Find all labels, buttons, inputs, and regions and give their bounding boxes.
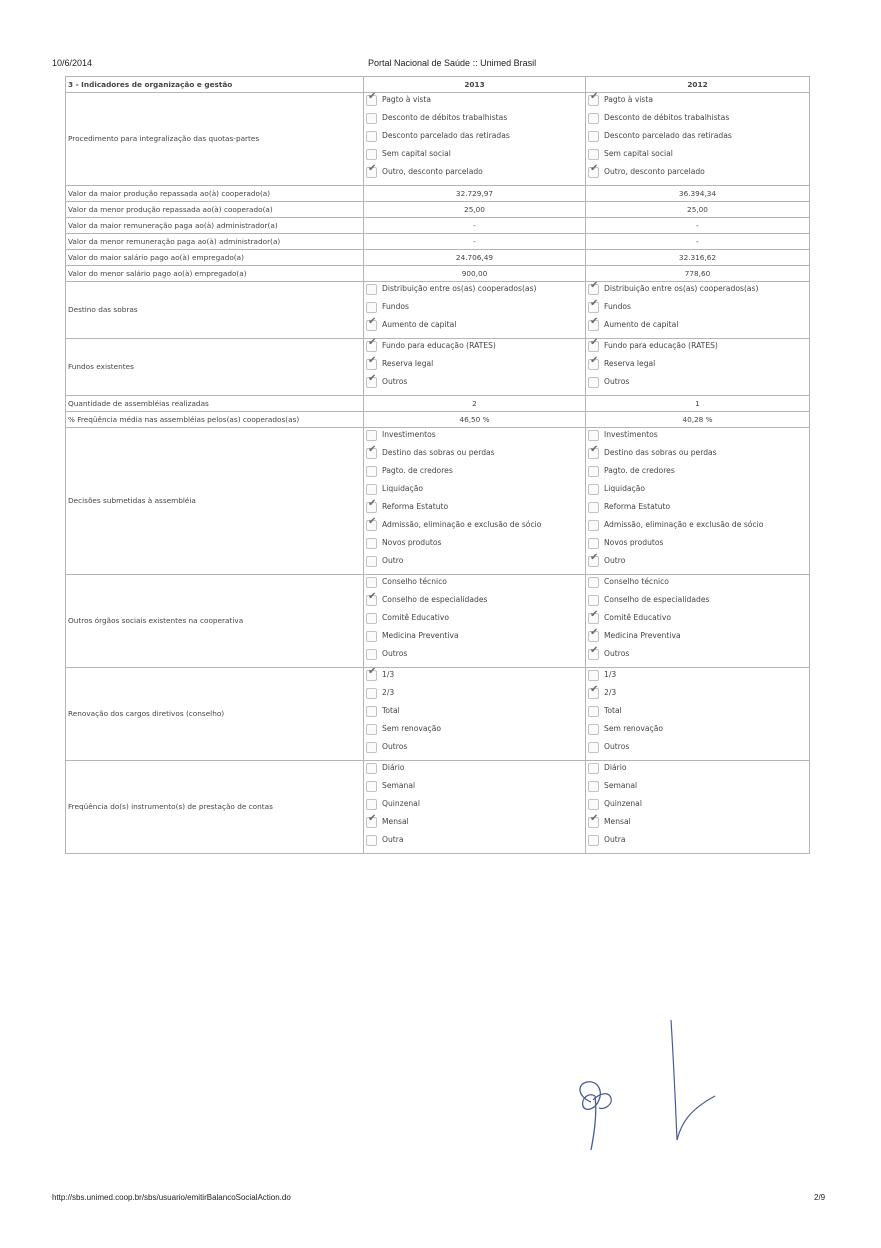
value-2013: 32.729,97 <box>364 186 586 202</box>
unchecked-checkbox-icon[interactable] <box>588 502 599 513</box>
checkbox-option <box>588 320 807 338</box>
value-2012: - <box>586 234 810 250</box>
unchecked-checkbox-icon[interactable] <box>588 466 599 477</box>
indicators-table <box>65 76 810 854</box>
row-label: Valor da menor remuneração paga ao(à) administrador(a) <box>66 234 364 250</box>
checkbox-label: Outros <box>382 742 408 751</box>
table-row <box>66 218 810 234</box>
checked-checkbox-icon[interactable] <box>366 595 377 606</box>
checkbox-label: Semanal <box>604 781 638 790</box>
checkbox-option <box>366 556 583 574</box>
unchecked-checkbox-icon[interactable] <box>588 742 599 753</box>
checkbox-label: Sem renovação <box>604 724 664 733</box>
value-2013: 46,50 % <box>364 412 586 428</box>
checked-checkbox-icon[interactable] <box>366 167 377 178</box>
checkbox-label: Destino das sobras ou perdas <box>604 448 717 457</box>
checkbox-group-2012 <box>586 761 810 854</box>
checkbox-option <box>366 631 583 649</box>
unchecked-checkbox-icon[interactable] <box>588 763 599 774</box>
checkbox-label: Destino das sobras ou perdas <box>382 448 495 457</box>
row-label: Freqüência do(s) instrumento(s) de prestação de contas <box>66 761 364 854</box>
checkbox-label: Outros <box>604 377 630 386</box>
checkbox-label: Reforma Estatuto <box>382 502 449 511</box>
checkbox-option <box>588 631 807 649</box>
checkbox-option <box>366 149 583 167</box>
checkbox-label: Aumento de capital <box>604 320 679 329</box>
checked-checkbox-icon[interactable] <box>588 341 599 352</box>
unchecked-checkbox-icon[interactable] <box>588 430 599 441</box>
unchecked-checkbox-icon[interactable] <box>588 113 599 124</box>
unchecked-checkbox-icon[interactable] <box>588 781 599 792</box>
table-row <box>66 668 810 761</box>
checkbox-label: Desconto parcelado das retiradas <box>604 131 732 140</box>
row-label: Valor da maior produção repassada ao(à) cooperado(a) <box>66 186 364 202</box>
checkbox-option <box>366 817 583 835</box>
table-row <box>66 428 810 575</box>
checkbox-group-2012 <box>586 93 810 186</box>
checkbox-option <box>588 688 807 706</box>
unchecked-checkbox-icon[interactable] <box>366 649 377 660</box>
checkbox-label: Quinzenal <box>604 799 642 808</box>
unchecked-checkbox-icon[interactable] <box>588 149 599 160</box>
checkbox-label: 1/3 <box>382 670 395 679</box>
checkbox-option <box>588 377 807 395</box>
checkbox-label: Outra <box>382 835 404 844</box>
checkbox-option <box>366 613 583 631</box>
checkbox-group-2013 <box>364 93 586 186</box>
checked-checkbox-icon[interactable] <box>588 448 599 459</box>
row-label: Renovação dos cargos diretivos (conselho) <box>66 668 364 761</box>
value-2013: 25,00 <box>364 202 586 218</box>
checkbox-option <box>366 502 583 520</box>
checkbox-label: Desconto parcelado das retiradas <box>382 131 510 140</box>
checkbox-option <box>366 724 583 742</box>
checkbox-group-2012 <box>586 575 810 668</box>
unchecked-checkbox-icon[interactable] <box>588 835 599 846</box>
checkbox-label: Desconto de débitos trabalhistas <box>604 113 730 122</box>
checkbox-label: Liquidação <box>382 484 424 493</box>
table-row <box>66 234 810 250</box>
value-2012: - <box>586 218 810 234</box>
handwritten-signature <box>565 1012 745 1162</box>
checkbox-label: Outro <box>382 556 404 565</box>
value-2012: 32.316,62 <box>586 250 810 266</box>
checkbox-label: Outros <box>604 649 630 658</box>
table-row <box>66 412 810 428</box>
table-row <box>66 186 810 202</box>
checked-checkbox-icon[interactable] <box>366 95 377 106</box>
checkbox-option <box>588 817 807 835</box>
unchecked-checkbox-icon[interactable] <box>366 835 377 846</box>
checkbox-option <box>366 282 583 302</box>
checkbox-label: Pagto. de credores <box>604 466 675 475</box>
value-2012: 25,00 <box>586 202 810 218</box>
row-label: Valor do maior salário pago ao(à) empregado(a) <box>66 250 364 266</box>
checkbox-option <box>366 538 583 556</box>
checkbox-label: Medicina Preventiva <box>382 631 459 640</box>
checked-checkbox-icon[interactable] <box>366 377 377 388</box>
checked-checkbox-icon[interactable] <box>588 649 599 660</box>
checkbox-option <box>366 339 583 359</box>
page-header-title: Portal Nacional de Saúde :: Unimed Brasil <box>368 58 537 68</box>
checkbox-group-2013 <box>364 428 586 575</box>
unchecked-checkbox-icon[interactable] <box>588 799 599 810</box>
checkbox-label: 2/3 <box>604 688 617 697</box>
checkbox-label: Outros <box>604 742 630 751</box>
unchecked-checkbox-icon[interactable] <box>366 799 377 810</box>
checkbox-option <box>366 359 583 377</box>
checkbox-label: Fundos <box>604 302 632 311</box>
checkbox-option <box>366 742 583 760</box>
value-2013: - <box>364 234 586 250</box>
checkbox-option <box>366 520 583 538</box>
value-2013: 900,00 <box>364 266 586 282</box>
table-row <box>66 250 810 266</box>
checkbox-label: 2/3 <box>382 688 395 697</box>
unchecked-checkbox-icon[interactable] <box>366 466 377 477</box>
checked-checkbox-icon[interactable] <box>588 631 599 642</box>
checked-checkbox-icon[interactable] <box>366 320 377 331</box>
unchecked-checkbox-icon[interactable] <box>366 556 377 567</box>
row-label: Valor da maior remuneração paga ao(à) administrador(a) <box>66 218 364 234</box>
table-row <box>66 339 810 396</box>
checkbox-option <box>588 613 807 631</box>
value-2013: 24.706,49 <box>364 250 586 266</box>
checked-checkbox-icon[interactable] <box>366 359 377 370</box>
checkbox-label: Mensal <box>604 817 631 826</box>
row-label: Outros órgãos sociais existentes na cooperativa <box>66 575 364 668</box>
value-2013: 2 <box>364 396 586 412</box>
checked-checkbox-icon[interactable] <box>588 556 599 567</box>
value-2012: 1 <box>586 396 810 412</box>
checkbox-option <box>588 724 807 742</box>
checkbox-label: Comitê Educativo <box>382 613 450 622</box>
checkbox-option <box>366 649 583 667</box>
checkbox-option <box>366 448 583 466</box>
checkbox-label: Total <box>604 706 622 715</box>
checkbox-option <box>366 668 583 688</box>
checkbox-option <box>588 282 807 302</box>
section-title: 3 - Indicadores de organização e gestão <box>66 77 364 93</box>
checkbox-label: Investimentos <box>604 430 658 439</box>
checkbox-label: Pagto. de credores <box>382 466 453 475</box>
value-2012: 40,28 % <box>586 412 810 428</box>
checkbox-option <box>588 113 807 131</box>
checkbox-option <box>366 688 583 706</box>
checkbox-option <box>588 520 807 538</box>
checked-checkbox-icon[interactable] <box>366 520 377 531</box>
unchecked-checkbox-icon[interactable] <box>366 131 377 142</box>
row-label: Procedimento para integralização das quotas-partes <box>66 93 364 186</box>
checkbox-label: Total <box>382 706 400 715</box>
checked-checkbox-icon[interactable] <box>588 688 599 699</box>
unchecked-checkbox-icon[interactable] <box>366 631 377 642</box>
checkbox-label: Distribuição entre os(as) cooperados(as) <box>382 284 537 293</box>
checkbox-group-2012 <box>586 339 810 396</box>
row-label: Destino das sobras <box>66 282 364 339</box>
checkbox-option <box>366 575 583 595</box>
checkbox-label: Semanal <box>382 781 416 790</box>
checkbox-group-2013 <box>364 761 586 854</box>
checkbox-option <box>366 131 583 149</box>
table-row <box>66 575 810 668</box>
checkbox-option <box>366 320 583 338</box>
checkbox-label: Aumento de capital <box>382 320 457 329</box>
checkbox-label: Fundo para educação (RATES) <box>382 341 496 350</box>
checkbox-label: Outro, desconto parcelado <box>604 167 705 176</box>
row-label: Fundos existentes <box>66 339 364 396</box>
unchecked-checkbox-icon[interactable] <box>366 113 377 124</box>
checkbox-label: Sem capital social <box>604 149 673 158</box>
unchecked-checkbox-icon[interactable] <box>588 577 599 588</box>
unchecked-checkbox-icon[interactable] <box>366 302 377 313</box>
checkbox-option <box>588 149 807 167</box>
checkbox-label: 1/3 <box>604 670 617 679</box>
checkbox-option <box>588 466 807 484</box>
checkbox-option <box>366 799 583 817</box>
checkbox-option <box>588 835 807 853</box>
row-label: Valor da menor produção repassada ao(à) cooperado(a) <box>66 202 364 218</box>
checkbox-label: Outros <box>382 649 408 658</box>
checkbox-group-2013 <box>364 668 586 761</box>
checked-checkbox-icon[interactable] <box>366 448 377 459</box>
page-url: http://sbs.unimed.coop.br/sbs/usuario/emitirBalancoSocialAction.do <box>52 1193 291 1202</box>
unchecked-checkbox-icon[interactable] <box>366 538 377 549</box>
checkbox-option <box>366 466 583 484</box>
checked-checkbox-icon[interactable] <box>366 817 377 828</box>
checked-checkbox-icon[interactable] <box>588 359 599 370</box>
checkbox-group-2012 <box>586 282 810 339</box>
unchecked-checkbox-icon[interactable] <box>588 538 599 549</box>
checkbox-label: Diário <box>382 763 405 772</box>
checkbox-option <box>588 484 807 502</box>
checkbox-label: Pagto à vista <box>604 95 654 104</box>
checkbox-option <box>588 167 807 185</box>
checked-checkbox-icon[interactable] <box>588 613 599 624</box>
checkbox-label: Admissão, eliminação e exclusão de sócio <box>382 520 542 529</box>
checked-checkbox-icon[interactable] <box>588 284 599 295</box>
checked-checkbox-icon[interactable] <box>366 341 377 352</box>
value-2012: 778,60 <box>586 266 810 282</box>
value-2013: - <box>364 218 586 234</box>
checkbox-option <box>588 502 807 520</box>
checkbox-label: Comitê Educativo <box>604 613 672 622</box>
checkbox-label: Sem renovação <box>382 724 442 733</box>
checkbox-label: Liquidação <box>604 484 646 493</box>
unchecked-checkbox-icon[interactable] <box>366 724 377 735</box>
checkbox-label: Admissão, eliminação e exclusão de sócio <box>604 520 764 529</box>
checkbox-label: Fundos <box>382 302 410 311</box>
checkbox-label: Novos produtos <box>382 538 442 547</box>
table-row <box>66 93 810 186</box>
checkbox-option <box>366 167 583 185</box>
row-label: Decisões submetidas à assembléia <box>66 428 364 575</box>
unchecked-checkbox-icon[interactable] <box>366 613 377 624</box>
checkbox-option <box>588 339 807 359</box>
checkbox-option <box>366 302 583 320</box>
checkbox-option <box>588 538 807 556</box>
unchecked-checkbox-icon[interactable] <box>366 706 377 717</box>
checkbox-option <box>588 668 807 688</box>
table-row <box>66 761 810 854</box>
checkbox-label: Outro, desconto parcelado <box>382 167 483 176</box>
checkbox-option <box>588 131 807 149</box>
checkbox-label: Investimentos <box>382 430 436 439</box>
unchecked-checkbox-icon[interactable] <box>366 781 377 792</box>
checkbox-label: Distribuição entre os(as) cooperados(as) <box>604 284 759 293</box>
unchecked-checkbox-icon[interactable] <box>588 377 599 388</box>
table-row <box>66 266 810 282</box>
checkbox-label: Outra <box>604 835 626 844</box>
checked-checkbox-icon[interactable] <box>588 95 599 106</box>
checkbox-label: Pagto à vista <box>382 95 432 104</box>
table-row <box>66 202 810 218</box>
row-label: Valor do menor salário pago ao(à) empregado(a) <box>66 266 364 282</box>
unchecked-checkbox-icon[interactable] <box>366 430 377 441</box>
checkbox-option <box>588 595 807 613</box>
checkbox-label: Conselho técnico <box>604 577 669 586</box>
checkbox-label: Fundo para educação (RATES) <box>604 341 718 350</box>
checkbox-option <box>588 781 807 799</box>
unchecked-checkbox-icon[interactable] <box>366 149 377 160</box>
unchecked-checkbox-icon[interactable] <box>366 763 377 774</box>
checkbox-group-2013 <box>364 339 586 396</box>
checkbox-option <box>366 706 583 724</box>
checkbox-option <box>366 377 583 395</box>
checkbox-label: Novos produtos <box>604 538 664 547</box>
unchecked-checkbox-icon[interactable] <box>366 284 377 295</box>
unchecked-checkbox-icon[interactable] <box>366 577 377 588</box>
checkbox-label: Conselho de especialidades <box>604 595 710 604</box>
unchecked-checkbox-icon[interactable] <box>366 688 377 699</box>
table-row <box>66 396 810 412</box>
checkbox-label: Sem capital social <box>382 149 451 158</box>
checkbox-option <box>588 93 807 113</box>
checked-checkbox-icon[interactable] <box>366 502 377 513</box>
checkbox-label: Medicina Preventiva <box>604 631 681 640</box>
unchecked-checkbox-icon[interactable] <box>588 595 599 606</box>
checkbox-option <box>366 835 583 853</box>
checkbox-label: Reforma Estatuto <box>604 502 671 511</box>
checkbox-label: Outros <box>382 377 408 386</box>
checked-checkbox-icon[interactable] <box>588 302 599 313</box>
checkbox-group-2013 <box>364 575 586 668</box>
checkbox-label: Mensal <box>382 817 409 826</box>
unchecked-checkbox-icon[interactable] <box>588 670 599 681</box>
checkbox-option <box>366 781 583 799</box>
unchecked-checkbox-icon[interactable] <box>366 484 377 495</box>
checked-checkbox-icon[interactable] <box>588 167 599 178</box>
checked-checkbox-icon[interactable] <box>588 817 599 828</box>
year-2013-header: 2013 <box>364 77 586 93</box>
page-number: 2/9 <box>814 1193 826 1202</box>
checkbox-label: Conselho técnico <box>382 577 447 586</box>
checkbox-option <box>366 93 583 113</box>
checkbox-group-2013 <box>364 282 586 339</box>
unchecked-checkbox-icon[interactable] <box>588 484 599 495</box>
row-label: Quantidade de assembléias realizadas <box>66 396 364 412</box>
table-row <box>66 282 810 339</box>
checkbox-option <box>588 706 807 724</box>
checkbox-option <box>588 556 807 574</box>
checkbox-option <box>588 359 807 377</box>
unchecked-checkbox-icon[interactable] <box>588 520 599 531</box>
unchecked-checkbox-icon[interactable] <box>366 742 377 753</box>
value-2012: 36.394,34 <box>586 186 810 202</box>
checked-checkbox-icon[interactable] <box>366 670 377 681</box>
checkbox-option <box>366 113 583 131</box>
checkbox-option <box>366 595 583 613</box>
checkbox-label: Reserva legal <box>382 359 434 368</box>
checkbox-option <box>366 484 583 502</box>
unchecked-checkbox-icon[interactable] <box>588 131 599 142</box>
unchecked-checkbox-icon[interactable] <box>588 724 599 735</box>
checked-checkbox-icon[interactable] <box>588 320 599 331</box>
checkbox-option <box>588 649 807 667</box>
row-label: % Freqüência média nas assembléias pelos(as) cooperados(as) <box>66 412 364 428</box>
checkbox-option <box>588 799 807 817</box>
checkbox-option <box>588 575 807 595</box>
checkbox-label: Desconto de débitos trabalhistas <box>382 113 508 122</box>
checkbox-option <box>588 448 807 466</box>
checkbox-group-2012 <box>586 428 810 575</box>
checkbox-label: Outro <box>604 556 626 565</box>
checkbox-option <box>588 761 807 781</box>
checkbox-label: Quinzenal <box>382 799 420 808</box>
checkbox-option <box>588 302 807 320</box>
checkbox-label: Diário <box>604 763 627 772</box>
unchecked-checkbox-icon[interactable] <box>588 706 599 717</box>
checkbox-option <box>588 428 807 448</box>
checkbox-group-2012 <box>586 668 810 761</box>
checkbox-option <box>588 742 807 760</box>
table-header-row <box>66 77 810 93</box>
print-date: 10/6/2014 <box>52 58 93 68</box>
checkbox-label: Conselho de especialidades <box>382 595 488 604</box>
checkbox-option <box>366 428 583 448</box>
checkbox-label: Reserva legal <box>604 359 656 368</box>
checkbox-option <box>366 761 583 781</box>
year-2012-header: 2012 <box>586 77 810 93</box>
